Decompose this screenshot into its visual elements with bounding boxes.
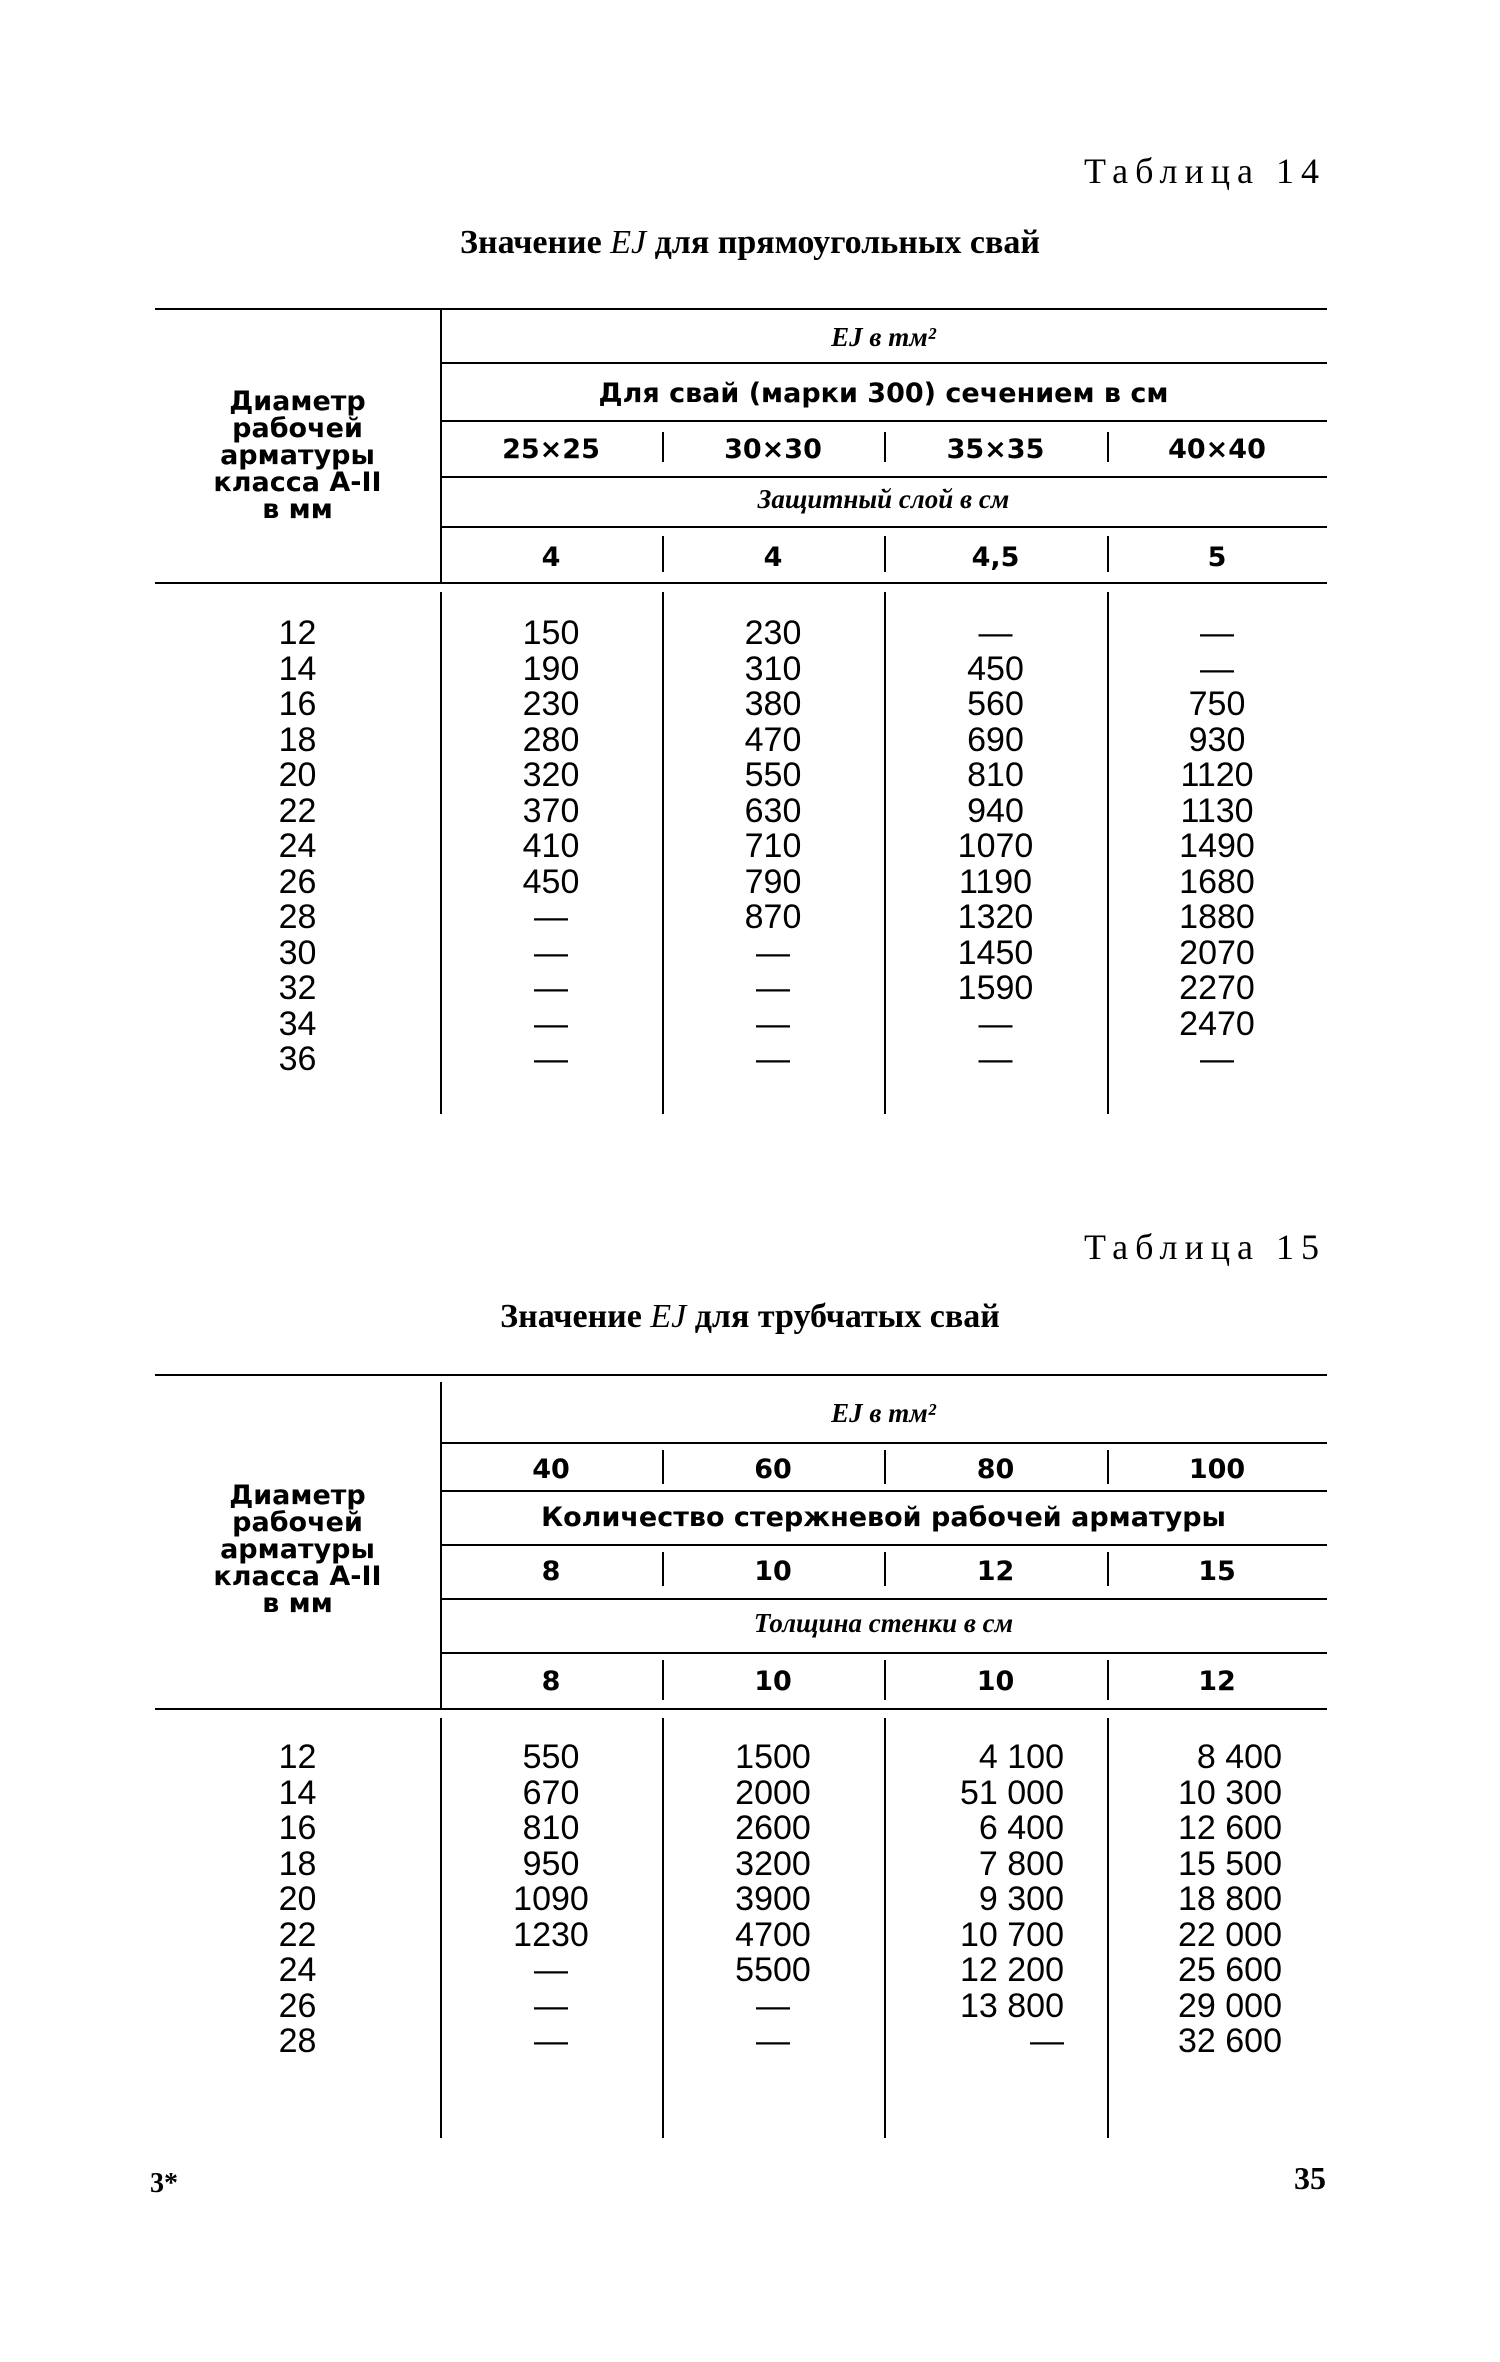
table14-cell: 1590 bbox=[957, 969, 1034, 1007]
table14-section: 35×35 bbox=[946, 434, 1045, 465]
table14-diameter-column bbox=[155, 616, 440, 1078]
table14-cell: — bbox=[756, 969, 790, 1007]
table14-cell: 560 bbox=[967, 685, 1024, 723]
table14-cell-diameter: 12 bbox=[278, 614, 317, 652]
table15-cell-diameter: 24 bbox=[278, 1951, 317, 1989]
table15-stub-divider bbox=[440, 1382, 442, 1708]
table15-cell-diameter: 20 bbox=[278, 1880, 317, 1918]
table14-cover-label: Защитный слой в см bbox=[757, 484, 1010, 514]
table14-cell-diameter: 20 bbox=[278, 756, 317, 794]
table15-count: 12 bbox=[976, 1556, 1015, 1587]
table14-cell: 690 bbox=[967, 720, 1024, 759]
table14-cell: 750 bbox=[1188, 685, 1246, 723]
table14-cell: — bbox=[978, 614, 1013, 652]
table15-cell: 13 800 bbox=[960, 1986, 1064, 2025]
table14-cell: 790 bbox=[744, 862, 802, 901]
table15-value-column bbox=[440, 1740, 662, 2060]
table15-count-label: Количество стержневой рабочей арматуры bbox=[541, 1502, 1226, 1533]
table14-cell: 320 bbox=[522, 756, 580, 794]
table14-cell: 310 bbox=[744, 649, 802, 688]
signature-mark: 3* bbox=[150, 2168, 178, 2199]
table14-cell: 450 bbox=[967, 649, 1024, 688]
table15-cell: 550 bbox=[522, 1738, 580, 1776]
table14-cell: 380 bbox=[744, 685, 802, 723]
table14-cell: 2470 bbox=[1179, 1004, 1255, 1043]
table15-cell-diameter: 16 bbox=[278, 1809, 317, 1847]
table15-wall-label: Толщина стенки в см bbox=[753, 1608, 1014, 1638]
table14-cell-diameter: 16 bbox=[278, 685, 317, 723]
table15-cell: 1230 bbox=[513, 1915, 589, 1954]
table14-cell: — bbox=[1200, 1040, 1234, 1078]
table14-cell: 930 bbox=[1188, 720, 1246, 759]
table15-cell-diameter: 14 bbox=[278, 1773, 317, 1812]
table15-cell: 10 700 bbox=[960, 1915, 1064, 1954]
table14-cell: 1120 bbox=[1180, 756, 1254, 794]
page-number: 35 bbox=[1294, 2160, 1326, 2196]
table14-cell-diameter: 32 bbox=[278, 969, 317, 1007]
table14-cell: — bbox=[756, 933, 790, 972]
table14-cell: — bbox=[534, 1040, 568, 1078]
table14-header-ej: EJ в тм² bbox=[831, 322, 936, 352]
table14-section: 40×40 bbox=[1168, 434, 1266, 465]
table15-header-ej: EJ в тм² bbox=[831, 1398, 936, 1428]
table15-cell-diameter: 22 bbox=[278, 1915, 317, 1954]
table15-cell: 12 600 bbox=[1178, 1809, 1282, 1847]
table15-cell: 18 800 bbox=[1178, 1880, 1282, 1918]
table15-cell: 32 600 bbox=[1178, 2022, 1282, 2060]
table14-cover: 5 bbox=[1207, 542, 1227, 573]
table15-cell: 950 bbox=[522, 1844, 580, 1883]
table14-rule bbox=[440, 420, 1327, 422]
table14-section: 30×30 bbox=[724, 434, 822, 465]
table15-value-column bbox=[884, 1740, 1064, 2060]
table15-wall: 10 bbox=[976, 1666, 1015, 1697]
table14-cell: 1070 bbox=[957, 827, 1034, 865]
table15-cell: 3900 bbox=[735, 1880, 811, 1918]
table15-size: 100 bbox=[1188, 1454, 1246, 1485]
table15-cell: 670 bbox=[522, 1773, 580, 1812]
table15-wall: 10 bbox=[754, 1666, 792, 1697]
table14-cell: 1320 bbox=[957, 898, 1034, 936]
table15-wall: 12 bbox=[1198, 1666, 1236, 1697]
table14-value-column bbox=[1107, 616, 1327, 1078]
table15-cell: — bbox=[1030, 2022, 1064, 2060]
table14-cell: 190 bbox=[522, 649, 580, 688]
table15-rule bbox=[440, 1652, 1327, 1654]
table14-cell-diameter: 22 bbox=[278, 791, 317, 830]
table15-rule bbox=[440, 1598, 1327, 1600]
table14-cell: 940 bbox=[967, 791, 1024, 830]
table15-cell: 1500 bbox=[735, 1738, 811, 1776]
table15-cell: 12 200 bbox=[960, 1951, 1064, 1989]
table15-cell: 8 400 bbox=[1196, 1738, 1282, 1776]
table14-cell: 870 bbox=[744, 898, 802, 936]
table14-top-rule bbox=[155, 308, 1327, 310]
table15-cell: 1090 bbox=[513, 1880, 589, 1918]
table15-cell: 4700 bbox=[735, 1915, 811, 1954]
table14-cell-diameter: 26 bbox=[278, 862, 317, 901]
table14-cell: — bbox=[534, 898, 568, 936]
table14-caption: Таблица 14 bbox=[1084, 151, 1326, 191]
table15-cell: 3200 bbox=[735, 1844, 811, 1883]
table15-caption: Таблица 15 bbox=[1084, 1227, 1326, 1267]
table15-cell: 22 000 bbox=[1178, 1915, 1282, 1954]
table15-cell: 25 600 bbox=[1178, 1951, 1282, 1989]
table14-cell: 710 bbox=[744, 827, 802, 865]
table15-wall: 8 bbox=[541, 1666, 561, 1697]
table14-rule bbox=[440, 362, 1327, 364]
table14-cell: — bbox=[1200, 649, 1234, 688]
table14-cell: 2270 bbox=[1179, 969, 1255, 1007]
table14-value-column bbox=[662, 616, 884, 1078]
table14-cell: 280 bbox=[522, 720, 580, 759]
table15-cell: 4 100 bbox=[978, 1738, 1064, 1776]
table14-cell-diameter: 18 bbox=[278, 720, 317, 759]
table14-cell-diameter: 34 bbox=[278, 1004, 317, 1043]
table14-cell: — bbox=[534, 969, 568, 1007]
table15-rule bbox=[440, 1442, 1327, 1444]
table14-cell-diameter: 30 bbox=[278, 933, 317, 972]
table14-cell-diameter: 24 bbox=[278, 827, 317, 865]
table14-cell: 810 bbox=[967, 756, 1024, 794]
table14-rule bbox=[440, 476, 1327, 478]
table15-count: 8 bbox=[541, 1556, 561, 1587]
table15-size: 40 bbox=[532, 1454, 570, 1485]
table15-cell: 51 000 bbox=[960, 1773, 1064, 1812]
table14-cell-diameter: 14 bbox=[278, 649, 317, 688]
table15-cell-diameter: 18 bbox=[278, 1844, 317, 1883]
table15-cell: 810 bbox=[522, 1809, 580, 1847]
table14-header-group: Для свай (марки 300) сечением в см bbox=[598, 378, 1169, 409]
table14-cell: 450 bbox=[522, 862, 580, 901]
table14-cover: 4 bbox=[763, 542, 783, 573]
table15-cell: 2600 bbox=[735, 1809, 811, 1847]
table14-cell: 230 bbox=[744, 614, 802, 652]
table15-size: 60 bbox=[754, 1454, 792, 1485]
table14-cell: — bbox=[978, 1040, 1013, 1078]
table15-cell: — bbox=[534, 1986, 568, 2025]
table14-cell: 630 bbox=[744, 791, 802, 830]
table14-cell: 230 bbox=[522, 685, 580, 723]
table15-cell: 9 300 bbox=[978, 1880, 1064, 1918]
table15-cell: 15 500 bbox=[1178, 1844, 1282, 1883]
table14-header-rule bbox=[155, 582, 1327, 584]
table15-cell-diameter: 12 bbox=[278, 1738, 317, 1776]
table14-stub-header: Диаметр рабочей арматуры класса А-II в мм bbox=[213, 386, 382, 525]
table14-value-column bbox=[440, 616, 662, 1078]
table15-cell: — bbox=[756, 2022, 790, 2060]
table14-cell: 2070 bbox=[1179, 933, 1255, 972]
table15-value-column bbox=[1107, 1740, 1282, 2060]
table14-cell-diameter: 36 bbox=[278, 1040, 317, 1078]
table15-cell: 2000 bbox=[735, 1773, 811, 1812]
table15 bbox=[155, 1374, 1327, 2144]
table14-cell: — bbox=[1200, 614, 1234, 652]
table14-cell: 1450 bbox=[957, 933, 1034, 972]
table14-cell: 1680 bbox=[1179, 862, 1255, 901]
table14-cell: — bbox=[534, 1004, 568, 1043]
table15-value-column bbox=[662, 1740, 884, 2060]
table15-size: 80 bbox=[976, 1454, 1015, 1485]
table14-cell: 1190 bbox=[958, 862, 1033, 901]
table14-cell: 470 bbox=[744, 720, 802, 759]
table14-cell: 1490 bbox=[1179, 827, 1255, 865]
table14-cell: — bbox=[756, 1040, 790, 1078]
table14-cell: 410 bbox=[522, 827, 580, 865]
table15-cell: — bbox=[756, 1986, 790, 2025]
table14-section: 25×25 bbox=[502, 434, 600, 465]
table14-rule bbox=[440, 526, 1327, 528]
table15-rule bbox=[440, 1544, 1327, 1546]
table14-cell: — bbox=[534, 933, 568, 972]
table14-cell: — bbox=[978, 1004, 1013, 1043]
table14-cell: 550 bbox=[744, 756, 802, 794]
table15-cell-diameter: 26 bbox=[278, 1986, 317, 2025]
table15-cell: 5500 bbox=[735, 1951, 811, 1989]
table14-value-column bbox=[884, 616, 1107, 1078]
table15-top-rule bbox=[155, 1374, 1327, 1376]
table14-cell: 1880 bbox=[1179, 898, 1255, 936]
table15-stub-header: Диаметр рабочей арматуры класса А-II в мм bbox=[213, 1480, 382, 1619]
table14-cell: 1130 bbox=[1180, 791, 1254, 830]
table15-cell: 29 000 bbox=[1178, 1986, 1282, 2025]
table15-cell: — bbox=[534, 2022, 568, 2060]
table14-title: Значение EJ для прямоугольных свай bbox=[460, 224, 1040, 261]
table15-cell: — bbox=[534, 1951, 568, 1989]
table15-title: Значение EJ для трубчатых свай bbox=[500, 1298, 1000, 1335]
table14-cell: 150 bbox=[522, 614, 580, 652]
table15-cell: 7 800 bbox=[978, 1844, 1064, 1883]
table14-cell: 370 bbox=[522, 791, 580, 830]
table14 bbox=[155, 300, 1327, 1120]
table14-cell: — bbox=[756, 1004, 790, 1043]
table15-cell: 6 400 bbox=[978, 1809, 1064, 1847]
table14-cover: 4 bbox=[541, 542, 561, 573]
table15-rule bbox=[440, 1490, 1327, 1492]
table15-header-rule bbox=[155, 1708, 1327, 1710]
table15-cell: 10 300 bbox=[1178, 1773, 1282, 1812]
table15-cell-diameter: 28 bbox=[278, 2022, 317, 2060]
table15-count: 10 bbox=[754, 1556, 792, 1587]
table14-cover: 4,5 bbox=[971, 542, 1020, 573]
table15-diameter-column bbox=[155, 1740, 440, 2060]
table14-cell-diameter: 28 bbox=[278, 898, 317, 936]
table15-count: 15 bbox=[1198, 1556, 1236, 1587]
